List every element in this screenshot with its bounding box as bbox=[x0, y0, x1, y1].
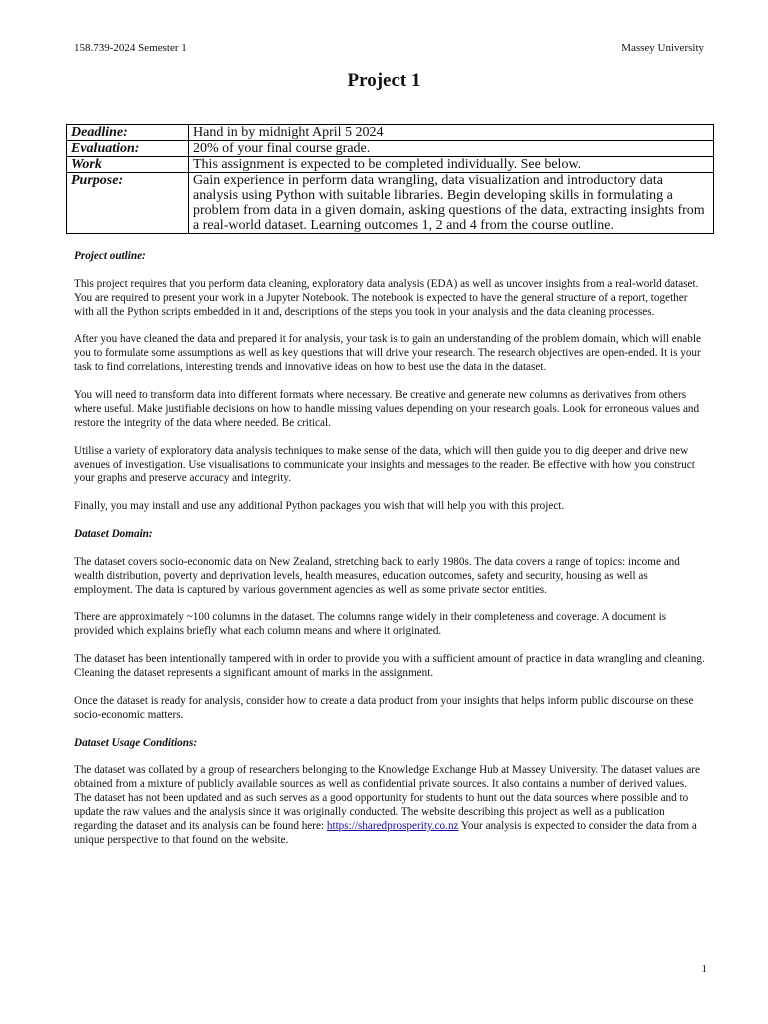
purpose-value: Gain experience in perform data wrangling, data visualization and introductory data analysis using Python with suitable libraries. Begin developing skills in formulating a problem from data in a given domain, asking questions of the data, extracting insights from a real-world dataset. Learning outcomes 1, 2 and 4 from the course outline. bbox=[189, 173, 714, 234]
domain-paragraph: The dataset covers socio-economic data on New Zealand, stretching back to early 1980s. The data covers a range of topics: income and wealth distribution, poverty and deprivation levels, health measures, education outcomes, safety and security, housing as well as employment. The data is captured by various government agencies as well as some private sector entities. bbox=[74, 555, 680, 596]
dataset-domain-heading: Dataset Domain: bbox=[74, 528, 153, 541]
page-number: 1 bbox=[701, 963, 707, 975]
project-info-table bbox=[66, 124, 714, 234]
domain-paragraph: The dataset has been intentionally tampered with in order to provide you with a sufficient amount of practice in data wrangling and cleaning. Cleaning the dataset represents a significant amount of marks in the assignment. bbox=[74, 653, 705, 680]
institution-name: Massey University bbox=[621, 42, 704, 54]
sharedprosperity-link[interactable]: https://sharedprosperity.co.nz bbox=[326, 819, 459, 832]
evaluation-label: Evaluation: bbox=[67, 141, 189, 157]
domain-paragraph: There are approximately ~100 columns in the dataset. The columns range widely in their completeness and coverage. A document is provided which explains briefly what each column means and where it originated. bbox=[74, 611, 667, 638]
project-outline-heading: Project outline: bbox=[74, 250, 146, 262]
course-code: 158.739-2024 Semester 1 bbox=[74, 42, 187, 54]
work-value: This assignment is expected to be completed individually. See below. bbox=[189, 157, 714, 173]
outline-paragraph: After you have cleaned the data and prepared it for analysis, your task is to gain an understanding of the problem domain, which will enable you to formulate some assumptions as well as key questions that will drive your research. The research objectives are open-ended. It is your task to find correlations, interesting trends and innovative ideas on how to best use the data in the dataset. bbox=[74, 333, 701, 374]
usage-paragraph bbox=[74, 764, 706, 847]
outline-paragraph: Finally, you may install and use any additional Python packages you wish that will help you with this project. bbox=[74, 500, 565, 513]
outline-paragraph: This project requires that you perform data cleaning, exploratory data analysis (EDA) as well as uncover insights from a real-world dataset. You are required to present your work in a Jupyter Notebook. The notebook is expected to have the general structure of a report, together with all the Python scripts embedded in it and, descriptions of the steps you took in your analysis and the data cleaning processes. bbox=[74, 277, 699, 318]
deadline-label: Deadline: bbox=[67, 125, 189, 141]
table-row bbox=[67, 125, 714, 141]
page-header bbox=[74, 42, 704, 58]
deadline-value: Hand in by midnight April 5 2024 bbox=[189, 125, 714, 141]
document-body bbox=[74, 250, 706, 862]
outline-paragraph: Utilise a variety of exploratory data analysis techniques to make sense of the data, which will then guide you to dig deeper and drive new avenues of investigation. Use visualisations to communicate your insights and messages to the reader. Be effective with how you construct your graphs and preserve accuracy and integrity. bbox=[74, 444, 695, 485]
page-title: Project 1 bbox=[347, 70, 421, 91]
usage-text-after-link: Your analysis is expected to consider the data from a unique perspective to that found on the website. bbox=[74, 819, 697, 846]
table-row bbox=[67, 157, 714, 173]
evaluation-value: 20% of your final course grade. bbox=[189, 141, 714, 157]
table-row bbox=[67, 141, 714, 157]
purpose-label: Purpose: bbox=[67, 173, 189, 234]
domain-paragraph: Once the dataset is ready for analysis, consider how to create a data product from your insights that helps inform public discourse on these socio-economic matters. bbox=[74, 694, 694, 721]
dataset-usage-heading: Dataset Usage Conditions: bbox=[74, 736, 198, 749]
outline-paragraph: You will need to transform data into different formats where necessary. Be creative and generate new columns as derivatives from others where useful. Make justifiable decisions on how to handle missing values depending on your research goals. Look for erroneous values and restore the integrity of the data where needed. Be critical. bbox=[74, 389, 700, 429]
work-label: Work bbox=[67, 157, 189, 173]
usage-text-before-link: The dataset was collated by a group of researchers belonging to the Knowledge Exchange Hub at Massey University. The dataset values are obtained from a mixture of publicly available sources as well as confidential private sources. It also contains a number of derived values. The dataset has not been updated and as such serves as a good opportunity for students to hunt out the data sources where possible and to update the raw values and the analysis since it was originally conducted. The website describing this project as well as a publication regarding the dataset and its analysis can be found here: bbox=[74, 764, 700, 832]
table-row bbox=[67, 173, 714, 234]
